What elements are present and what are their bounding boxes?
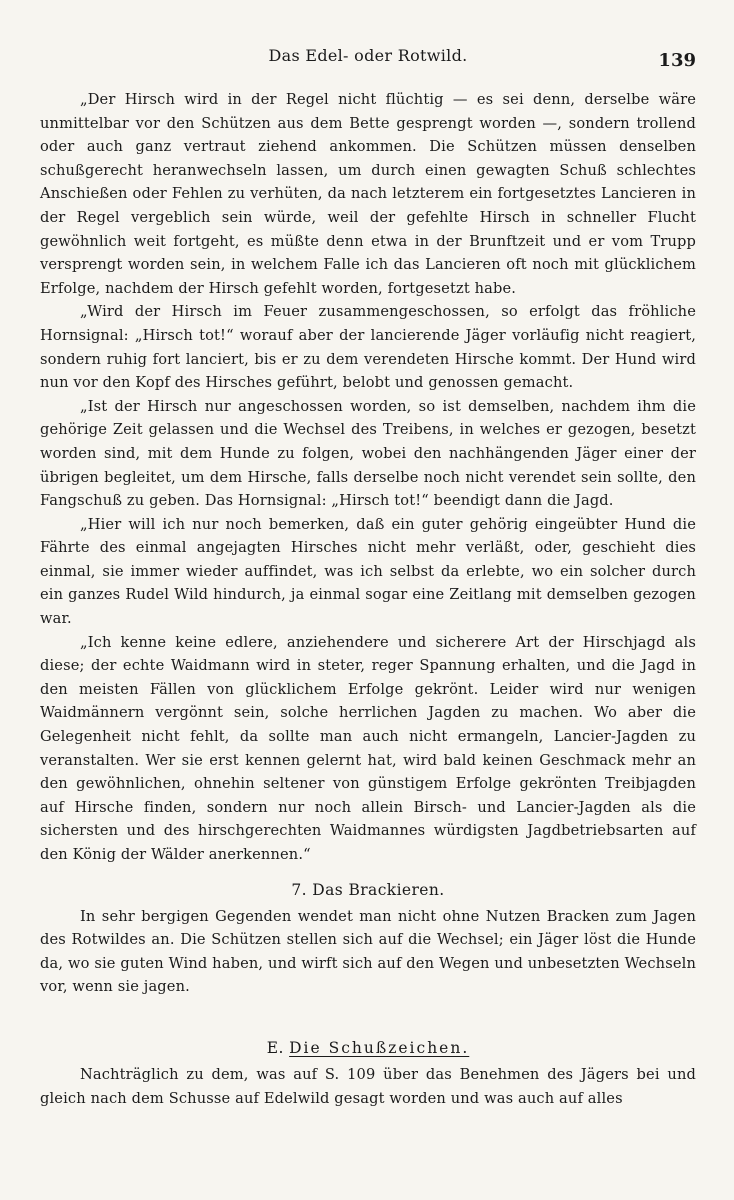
page-number: 139 — [658, 50, 696, 71]
paragraph: Nachträglich zu dem, was auf S. 109 über das Benehmen des Jägers bei und gleich nach dem Schusse auf Edelwild gesagt worden und was auch auf alles — [40, 1065, 696, 1107]
paragraph: „Ist der Hirsch nur angeschossen worden, so ist demselben, nachdem ihm die gehörige Zeit gelassen und die Wechsel des Treibens, in welches er gezogen, besetzt worden sind, mit dem Hunde zu folgen, wobei den nachhängenden Jäger einer der übrigen begleitet, um dem Hirsche, falls derselbe noch nicht verendet sein sollte, den Fangschuß zu geben. Das Hornsignal: „Hirsch tot!“ beendigt dann die Jagd. — [40, 397, 696, 510]
body-text — [40, 88, 696, 1110]
paragraph: „Ich kenne keine edlere, anziehendere und sicherere Art der Hirschjagd als diese; der echte Waidmann wird in steter, reger Spannung erhalten, und die Jagd in den meisten Fällen von glücklichem Erfolge gekrönt. Leider wird nur wenigen Waidmännern vergönnt sein, solche herrlichen Jagden zu machen. Wo aber die Gelegenheit nicht fehlt, da sollte man auch nicht ermangeln, Lancier-Jagden zu veranstalten. Wer sie erst kennen gelernt hat, wird bald keinen Geschmack mehr an den gewöhnlichen, ohnehin seltener von günstigem Erfolge gekrönten Treibjagden auf Hirsche finden, sondern nur noch allein Birsch- und Lancier-Jagden als die sichersten und des hirschgerechten Waidmannes würdigsten Jagdbetriebsarten auf den König der Wälder anerkennen.“ — [40, 633, 696, 863]
section-title: Die Schußzeichen. — [289, 1038, 470, 1057]
paragraph: „Hier will ich nur noch bemerken, daß ein guter gehörig eingeübter Hund die Fährte des einmal angejagten Hirsches nicht mehr verläßt, oder, geschieht dies einmal, sie immer wieder auffindet, was ich selbst da erlebte, wo ein solcher durch ein ganzes Rudel Wild hindurch, ja einmal sogar eine Zeitlang mit demselben gezogen war. — [40, 515, 696, 628]
section-heading-brackieren: 7. Das Brackieren. — [291, 880, 445, 899]
page-header — [40, 46, 696, 76]
section-letter: E. — [266, 1038, 284, 1057]
section-heading-schusszeichen — [40, 1039, 696, 1057]
running-head: Das Edel- oder Rotwild. — [268, 46, 468, 65]
paragraph: „Wird der Hirsch im Feuer zusammengeschossen, so erfolgt das fröhliche Hornsignal: „Hirsch tot!“ worauf aber der lancierende Jäger vorläufig nicht reagiert, sondern ruhig fort lanciert, bis er zu dem verendeten Hirsche kommt. Der Hund wird nun vor den Kopf des Hirsches geführt, belobt und genossen gemacht. — [40, 303, 696, 392]
paragraph: „Der Hirsch wird in der Regel nicht flüchtig — es sei denn, derselbe wäre unmittelbar vor den Schützen aus dem Bette gesprengt worden —, sondern trollend oder auch ganz vertraut ziehend ankommen. Die Schützen müssen denselben schußgerecht heranwechseln lassen, um durch einen gewagten Schuß schlechtes Anschießen oder Fehlen zu verhüten, da nach letzterem ein fortgesetztes Lancieren in der Regel vergeblich sein würde, weil der gefehlte Hirsch in schneller Flucht gewöhnlich weit fortgeht, es müßte denn etwa in der Brunftzeit und er vom Trupp versprengt worden sein, in welchem Falle ich das Lancieren oft noch mit glücklichem Erfolge, nachdem der Hirsch gefehlt worden, fortgesetzt habe. — [40, 91, 696, 297]
paragraph: In sehr bergigen Gegenden wendet man nicht ohne Nutzen Bracken zum Jagen des Rotwildes an. Die Schützen stellen sich auf die Wechsel; ein Jäger löst die Hunde da, wo sie guten Wind haben, und wirft sich auf den Wegen und unbesetzten Wechseln vor, wenn sie jagen. — [40, 907, 696, 996]
